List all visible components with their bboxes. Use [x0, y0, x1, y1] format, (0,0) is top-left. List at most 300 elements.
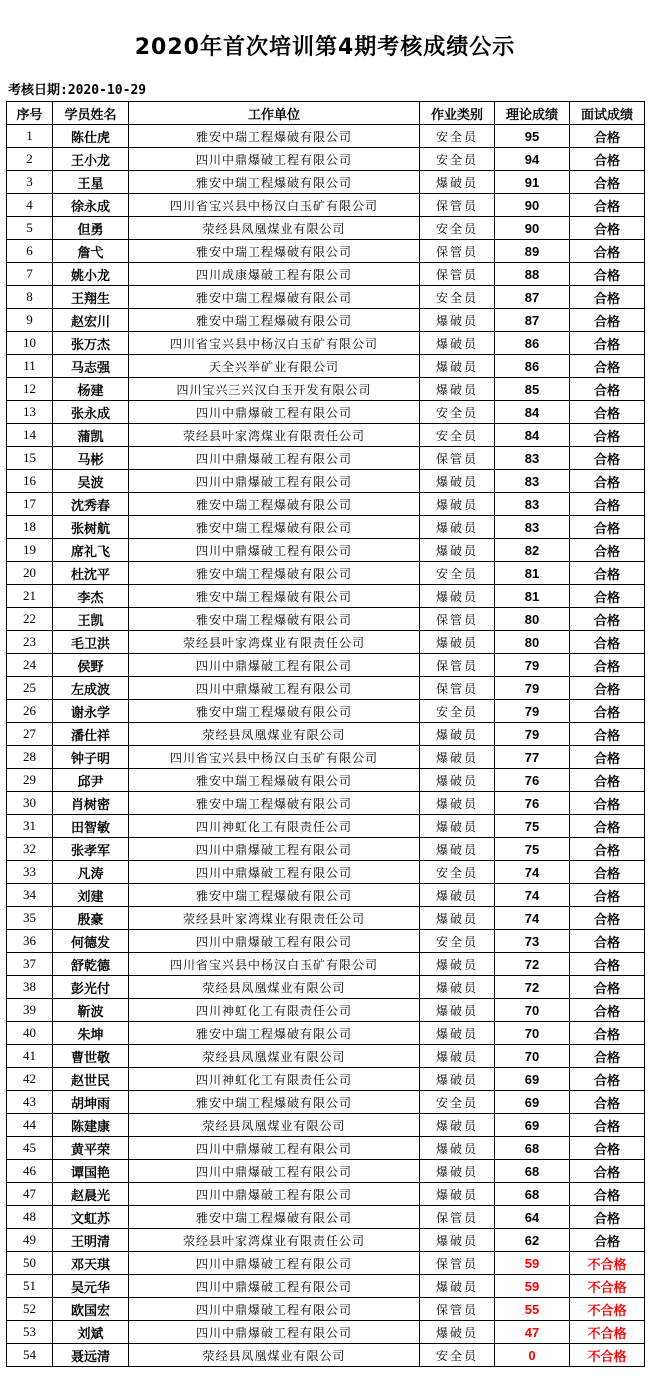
cell-interview-result: 合格 — [570, 723, 645, 746]
cell-type: 安全员 — [420, 148, 495, 171]
cell-name: 刘建 — [53, 884, 129, 907]
cell-name: 徐永成 — [53, 194, 129, 217]
cell-unit: 四川宝兴三兴汉白玉开发有限公司 — [129, 378, 420, 401]
cell-theory-score: 74 — [495, 907, 570, 930]
table-row — [7, 999, 645, 1022]
cell-type: 爆破员 — [420, 1321, 495, 1344]
cell-type: 爆破员 — [420, 1137, 495, 1160]
table-body — [7, 125, 645, 1367]
cell-type: 爆破员 — [420, 1160, 495, 1183]
cell-interview-result: 合格 — [570, 1068, 645, 1091]
cell-type: 爆破员 — [420, 1022, 495, 1045]
cell-index: 54 — [7, 1344, 53, 1367]
cell-type: 安全员 — [420, 1091, 495, 1114]
cell-interview-result: 合格 — [570, 355, 645, 378]
cell-theory-score: 69 — [495, 1114, 570, 1137]
cell-theory-score: 69 — [495, 1068, 570, 1091]
cell-name: 彭光付 — [53, 976, 129, 999]
cell-unit: 四川省宝兴县中杨汉白玉矿有限公司 — [129, 746, 420, 769]
cell-name: 殷豪 — [53, 907, 129, 930]
cell-unit: 四川中鼎爆破工程有限公司 — [129, 1137, 420, 1160]
cell-index: 31 — [7, 815, 53, 838]
cell-index: 22 — [7, 608, 53, 631]
cell-unit: 天全兴举矿业有限公司 — [129, 355, 420, 378]
cell-theory-score: 79 — [495, 723, 570, 746]
cell-theory-score: 86 — [495, 355, 570, 378]
cell-unit: 雅安中瑞工程爆破有限公司 — [129, 309, 420, 332]
cell-index: 37 — [7, 953, 53, 976]
cell-type: 安全员 — [420, 930, 495, 953]
table-row — [7, 585, 645, 608]
cell-interview-result: 不合格 — [570, 1275, 645, 1298]
cell-unit: 四川中鼎爆破工程有限公司 — [129, 1160, 420, 1183]
cell-interview-result: 合格 — [570, 516, 645, 539]
cell-interview-result: 合格 — [570, 608, 645, 631]
cell-type: 爆破员 — [420, 1114, 495, 1137]
cell-type: 爆破员 — [420, 1068, 495, 1091]
cell-unit: 四川中鼎爆破工程有限公司 — [129, 447, 420, 470]
cell-unit: 四川中鼎爆破工程有限公司 — [129, 1298, 420, 1321]
cell-index: 4 — [7, 194, 53, 217]
cell-index: 3 — [7, 171, 53, 194]
cell-index: 1 — [7, 125, 53, 148]
cell-name: 凡涛 — [53, 861, 129, 884]
cell-unit: 雅安中瑞工程爆破有限公司 — [129, 792, 420, 815]
cell-index: 24 — [7, 654, 53, 677]
cell-interview-result: 合格 — [570, 263, 645, 286]
cell-interview-result: 合格 — [570, 1091, 645, 1114]
table-row — [7, 493, 645, 516]
cell-type: 安全员 — [420, 217, 495, 240]
cell-theory-score: 83 — [495, 470, 570, 493]
cell-theory-score: 75 — [495, 815, 570, 838]
cell-unit: 雅安中瑞工程爆破有限公司 — [129, 240, 420, 263]
table-row — [7, 447, 645, 470]
cell-index: 15 — [7, 447, 53, 470]
cell-name: 王凯 — [53, 608, 129, 631]
table-row — [7, 861, 645, 884]
cell-interview-result: 合格 — [570, 539, 645, 562]
header-unit: 工作单位 — [129, 102, 420, 125]
cell-interview-result: 合格 — [570, 470, 645, 493]
cell-name: 肖树密 — [53, 792, 129, 815]
cell-name: 侯野 — [53, 654, 129, 677]
cell-type: 保管员 — [420, 263, 495, 286]
cell-unit: 四川中鼎爆破工程有限公司 — [129, 1183, 420, 1206]
table-row — [7, 1275, 645, 1298]
cell-theory-score: 89 — [495, 240, 570, 263]
cell-interview-result: 合格 — [570, 1183, 645, 1206]
table-row — [7, 976, 645, 999]
cell-index: 45 — [7, 1137, 53, 1160]
cell-type: 爆破员 — [420, 953, 495, 976]
cell-theory-score: 73 — [495, 930, 570, 953]
cell-theory-score: 79 — [495, 654, 570, 677]
cell-theory-score: 76 — [495, 792, 570, 815]
table-row — [7, 884, 645, 907]
table-row — [7, 769, 645, 792]
cell-name: 舒乾德 — [53, 953, 129, 976]
cell-type: 安全员 — [420, 1344, 495, 1367]
cell-type: 保管员 — [420, 194, 495, 217]
cell-index: 43 — [7, 1091, 53, 1114]
cell-theory-score: 84 — [495, 401, 570, 424]
cell-interview-result: 合格 — [570, 585, 645, 608]
table-row — [7, 539, 645, 562]
cell-name: 詹弋 — [53, 240, 129, 263]
table-row — [7, 1183, 645, 1206]
cell-interview-result: 不合格 — [570, 1252, 645, 1275]
cell-name: 聂远清 — [53, 1344, 129, 1367]
table-row — [7, 1321, 645, 1344]
cell-theory-score: 86 — [495, 332, 570, 355]
cell-theory-score: 91 — [495, 171, 570, 194]
table-row — [7, 562, 645, 585]
cell-name: 杜沈平 — [53, 562, 129, 585]
cell-interview-result: 合格 — [570, 838, 645, 861]
header-theory-score: 理论成绩 — [495, 102, 570, 125]
cell-type: 爆破员 — [420, 171, 495, 194]
cell-index: 36 — [7, 930, 53, 953]
cell-interview-result: 合格 — [570, 746, 645, 769]
cell-interview-result: 合格 — [570, 861, 645, 884]
cell-index: 7 — [7, 263, 53, 286]
table-row — [7, 1091, 645, 1114]
cell-type: 爆破员 — [420, 907, 495, 930]
cell-index: 39 — [7, 999, 53, 1022]
cell-theory-score: 70 — [495, 999, 570, 1022]
cell-name: 邓天琪 — [53, 1252, 129, 1275]
cell-unit: 四川中鼎爆破工程有限公司 — [129, 1252, 420, 1275]
cell-interview-result: 合格 — [570, 769, 645, 792]
table-row — [7, 930, 645, 953]
table-row — [7, 654, 645, 677]
cell-unit: 雅安中瑞工程爆破有限公司 — [129, 171, 420, 194]
table-row — [7, 332, 645, 355]
table-header-row — [7, 102, 645, 125]
cell-interview-result: 合格 — [570, 815, 645, 838]
table-row — [7, 1229, 645, 1252]
cell-interview-result: 不合格 — [570, 1298, 645, 1321]
table-row — [7, 907, 645, 930]
cell-interview-result: 合格 — [570, 953, 645, 976]
cell-index: 49 — [7, 1229, 53, 1252]
cell-theory-score: 84 — [495, 424, 570, 447]
cell-interview-result: 合格 — [570, 1114, 645, 1137]
table-row — [7, 263, 645, 286]
cell-unit: 雅安中瑞工程爆破有限公司 — [129, 286, 420, 309]
cell-type: 爆破员 — [420, 378, 495, 401]
cell-interview-result: 合格 — [570, 1229, 645, 1252]
cell-name: 沈秀春 — [53, 493, 129, 516]
cell-unit: 四川神虹化工有限责任公司 — [129, 815, 420, 838]
cell-name: 王星 — [53, 171, 129, 194]
cell-unit: 雅安中瑞工程爆破有限公司 — [129, 516, 420, 539]
cell-name: 靳波 — [53, 999, 129, 1022]
cell-index: 10 — [7, 332, 53, 355]
cell-index: 27 — [7, 723, 53, 746]
cell-unit: 四川中鼎爆破工程有限公司 — [129, 539, 420, 562]
cell-interview-result: 合格 — [570, 171, 645, 194]
cell-index: 16 — [7, 470, 53, 493]
cell-interview-result: 合格 — [570, 700, 645, 723]
cell-index: 21 — [7, 585, 53, 608]
table-row — [7, 516, 645, 539]
cell-unit: 荥经县叶家湾煤业有限责任公司 — [129, 631, 420, 654]
cell-name: 马志强 — [53, 355, 129, 378]
cell-index: 50 — [7, 1252, 53, 1275]
cell-interview-result: 合格 — [570, 194, 645, 217]
table-row — [7, 424, 645, 447]
cell-unit: 四川神虹化工有限责任公司 — [129, 999, 420, 1022]
cell-type: 安全员 — [420, 125, 495, 148]
table-row — [7, 355, 645, 378]
cell-type: 爆破员 — [420, 1183, 495, 1206]
cell-index: 35 — [7, 907, 53, 930]
cell-unit: 雅安中瑞工程爆破有限公司 — [129, 1206, 420, 1229]
cell-unit: 四川中鼎爆破工程有限公司 — [129, 1275, 420, 1298]
cell-unit: 四川省宝兴县中杨汉白玉矿有限公司 — [129, 953, 420, 976]
cell-theory-score: 81 — [495, 585, 570, 608]
cell-index: 42 — [7, 1068, 53, 1091]
cell-index: 48 — [7, 1206, 53, 1229]
cell-unit: 四川中鼎爆破工程有限公司 — [129, 654, 420, 677]
cell-unit: 四川中鼎爆破工程有限公司 — [129, 861, 420, 884]
table-row — [7, 838, 645, 861]
cell-name: 黄平荣 — [53, 1137, 129, 1160]
table-row — [7, 125, 645, 148]
cell-unit: 四川省宝兴县中杨汉白玉矿有限公司 — [129, 194, 420, 217]
cell-interview-result: 合格 — [570, 332, 645, 355]
cell-interview-result: 合格 — [570, 125, 645, 148]
cell-unit: 荥经县凤凰煤业有限公司 — [129, 1114, 420, 1137]
cell-type: 爆破员 — [420, 516, 495, 539]
cell-theory-score: 94 — [495, 148, 570, 171]
cell-unit: 四川省宝兴县中杨汉白玉矿有限公司 — [129, 332, 420, 355]
cell-name: 陈仕虎 — [53, 125, 129, 148]
cell-name: 欧国宏 — [53, 1298, 129, 1321]
cell-theory-score: 55 — [495, 1298, 570, 1321]
cell-unit: 四川中鼎爆破工程有限公司 — [129, 470, 420, 493]
cell-theory-score: 79 — [495, 700, 570, 723]
page-title: 2020年首次培训第4期考核成绩公示 — [134, 35, 516, 60]
cell-index: 12 — [7, 378, 53, 401]
cell-index: 2 — [7, 148, 53, 171]
cell-unit: 雅安中瑞工程爆破有限公司 — [129, 769, 420, 792]
cell-interview-result: 合格 — [570, 1045, 645, 1068]
cell-theory-score: 68 — [495, 1160, 570, 1183]
cell-unit: 雅安中瑞工程爆破有限公司 — [129, 493, 420, 516]
header-type: 作业类别 — [420, 102, 495, 125]
cell-interview-result: 合格 — [570, 677, 645, 700]
cell-interview-result: 合格 — [570, 930, 645, 953]
cell-interview-result: 合格 — [570, 884, 645, 907]
cell-unit: 雅安中瑞工程爆破有限公司 — [129, 562, 420, 585]
cell-name: 王翔生 — [53, 286, 129, 309]
cell-theory-score: 59 — [495, 1252, 570, 1275]
table-row — [7, 1137, 645, 1160]
cell-unit: 雅安中瑞工程爆破有限公司 — [129, 884, 420, 907]
cell-index: 14 — [7, 424, 53, 447]
cell-index: 28 — [7, 746, 53, 769]
table-row — [7, 608, 645, 631]
cell-unit: 荥经县叶家湾煤业有限责任公司 — [129, 907, 420, 930]
cell-theory-score: 47 — [495, 1321, 570, 1344]
cell-theory-score: 87 — [495, 309, 570, 332]
cell-theory-score: 62 — [495, 1229, 570, 1252]
table-row — [7, 171, 645, 194]
cell-theory-score: 70 — [495, 1022, 570, 1045]
table-row — [7, 217, 645, 240]
cell-theory-score: 95 — [495, 125, 570, 148]
cell-index: 23 — [7, 631, 53, 654]
cell-type: 保管员 — [420, 240, 495, 263]
table-row — [7, 1298, 645, 1321]
cell-theory-score: 82 — [495, 539, 570, 562]
cell-unit: 雅安中瑞工程爆破有限公司 — [129, 585, 420, 608]
cell-interview-result: 合格 — [570, 286, 645, 309]
cell-name: 张永成 — [53, 401, 129, 424]
cell-type: 爆破员 — [420, 493, 495, 516]
cell-name: 田智敏 — [53, 815, 129, 838]
cell-type: 爆破员 — [420, 723, 495, 746]
cell-index: 33 — [7, 861, 53, 884]
cell-type: 爆破员 — [420, 355, 495, 378]
cell-theory-score: 87 — [495, 286, 570, 309]
cell-type: 爆破员 — [420, 815, 495, 838]
cell-interview-result: 合格 — [570, 654, 645, 677]
cell-unit: 荥经县凤凰煤业有限公司 — [129, 723, 420, 746]
cell-type: 爆破员 — [420, 1045, 495, 1068]
cell-name: 李杰 — [53, 585, 129, 608]
cell-type: 爆破员 — [420, 1275, 495, 1298]
cell-type: 爆破员 — [420, 1229, 495, 1252]
cell-index: 47 — [7, 1183, 53, 1206]
cell-index: 29 — [7, 769, 53, 792]
cell-unit: 荥经县凤凰煤业有限公司 — [129, 217, 420, 240]
table-row — [7, 1206, 645, 1229]
cell-name: 曹世敬 — [53, 1045, 129, 1068]
table-row — [7, 1344, 645, 1367]
cell-name: 潘仕祥 — [53, 723, 129, 746]
cell-type: 爆破员 — [420, 792, 495, 815]
cell-theory-score: 72 — [495, 976, 570, 999]
cell-type: 爆破员 — [420, 884, 495, 907]
cell-interview-result: 合格 — [570, 240, 645, 263]
cell-type: 保管员 — [420, 677, 495, 700]
cell-theory-score: 68 — [495, 1137, 570, 1160]
cell-unit: 荥经县叶家湾煤业有限责任公司 — [129, 424, 420, 447]
cell-unit: 四川中鼎爆破工程有限公司 — [129, 838, 420, 861]
cell-type: 爆破员 — [420, 332, 495, 355]
table-row — [7, 378, 645, 401]
cell-theory-score: 68 — [495, 1183, 570, 1206]
cell-interview-result: 合格 — [570, 1137, 645, 1160]
cell-index: 18 — [7, 516, 53, 539]
cell-index: 17 — [7, 493, 53, 516]
cell-theory-score: 76 — [495, 769, 570, 792]
cell-unit: 四川中鼎爆破工程有限公司 — [129, 148, 420, 171]
cell-type: 爆破员 — [420, 976, 495, 999]
table-row — [7, 1045, 645, 1068]
cell-interview-result: 不合格 — [570, 1321, 645, 1344]
cell-name: 赵宏川 — [53, 309, 129, 332]
table-row — [7, 792, 645, 815]
table-row — [7, 1252, 645, 1275]
cell-unit: 四川中鼎爆破工程有限公司 — [129, 677, 420, 700]
cell-type: 安全员 — [420, 700, 495, 723]
cell-theory-score: 69 — [495, 1091, 570, 1114]
cell-unit: 荥经县凤凰煤业有限公司 — [129, 1344, 420, 1367]
cell-unit: 四川神虹化工有限责任公司 — [129, 1068, 420, 1091]
cell-index: 26 — [7, 700, 53, 723]
cell-index: 52 — [7, 1298, 53, 1321]
cell-type: 保管员 — [420, 447, 495, 470]
cell-unit: 荥经县凤凰煤业有限公司 — [129, 976, 420, 999]
table-row — [7, 401, 645, 424]
cell-name: 毛卫洪 — [53, 631, 129, 654]
cell-type: 爆破员 — [420, 539, 495, 562]
cell-type: 爆破员 — [420, 585, 495, 608]
header-interview-result: 面试成绩 — [570, 102, 645, 125]
cell-index: 38 — [7, 976, 53, 999]
cell-theory-score: 83 — [495, 516, 570, 539]
cell-type: 保管员 — [420, 1252, 495, 1275]
cell-name: 马彬 — [53, 447, 129, 470]
cell-theory-score: 81 — [495, 562, 570, 585]
cell-type: 安全员 — [420, 286, 495, 309]
cell-index: 51 — [7, 1275, 53, 1298]
table-row — [7, 148, 645, 171]
cell-name: 胡坤雨 — [53, 1091, 129, 1114]
cell-type: 爆破员 — [420, 999, 495, 1022]
cell-name: 左成波 — [53, 677, 129, 700]
cell-index: 8 — [7, 286, 53, 309]
cell-name: 谭国艳 — [53, 1160, 129, 1183]
cell-index: 53 — [7, 1321, 53, 1344]
cell-name: 谢永学 — [53, 700, 129, 723]
table-row — [7, 677, 645, 700]
cell-name: 朱坤 — [53, 1022, 129, 1045]
cell-theory-score: 90 — [495, 217, 570, 240]
cell-type: 爆破员 — [420, 631, 495, 654]
cell-index: 20 — [7, 562, 53, 585]
cell-type: 爆破员 — [420, 309, 495, 332]
table-row — [7, 631, 645, 654]
cell-interview-result: 合格 — [570, 1160, 645, 1183]
cell-index: 44 — [7, 1114, 53, 1137]
cell-unit: 雅安中瑞工程爆破有限公司 — [129, 1022, 420, 1045]
cell-index: 34 — [7, 884, 53, 907]
cell-theory-score: 74 — [495, 861, 570, 884]
cell-index: 46 — [7, 1160, 53, 1183]
cell-type: 安全员 — [420, 401, 495, 424]
cell-name: 邱尹 — [53, 769, 129, 792]
table-row — [7, 194, 645, 217]
cell-interview-result: 合格 — [570, 424, 645, 447]
cell-interview-result: 合格 — [570, 217, 645, 240]
cell-interview-result: 合格 — [570, 976, 645, 999]
cell-index: 13 — [7, 401, 53, 424]
cell-name: 张孝军 — [53, 838, 129, 861]
cell-type: 爆破员 — [420, 746, 495, 769]
cell-name: 何德发 — [53, 930, 129, 953]
cell-unit: 雅安中瑞工程爆破有限公司 — [129, 608, 420, 631]
cell-name: 刘斌 — [53, 1321, 129, 1344]
cell-unit: 雅安中瑞工程爆破有限公司 — [129, 125, 420, 148]
cell-unit: 四川中鼎爆破工程有限公司 — [129, 1321, 420, 1344]
cell-name: 蒲凯 — [53, 424, 129, 447]
